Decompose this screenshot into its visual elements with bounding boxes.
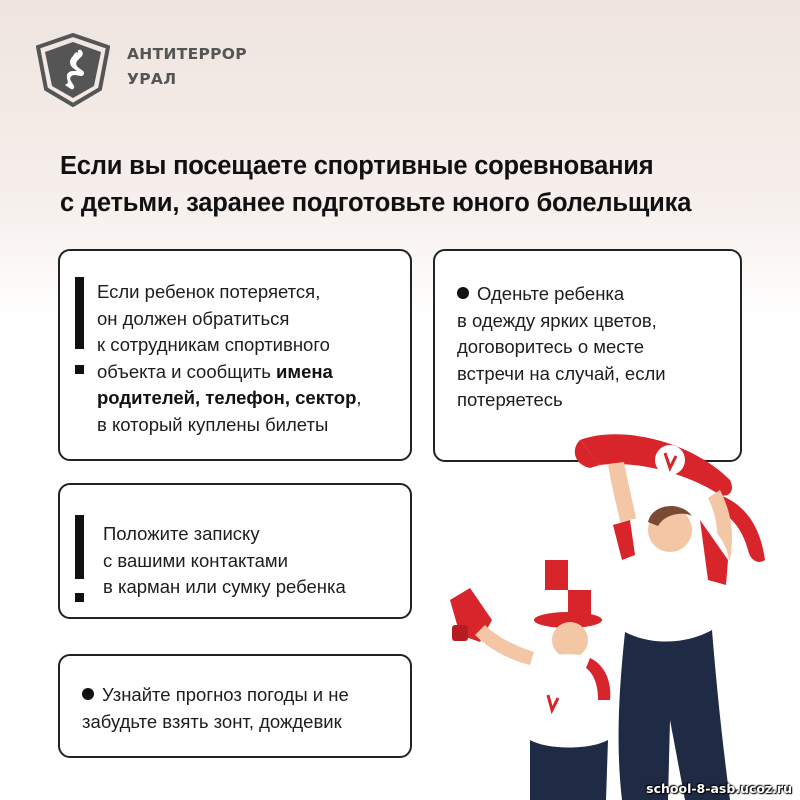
tip-text: Положите записку с вашими контактами в карман или сумку ребенка xyxy=(103,523,346,597)
tip-text: Узнайте прогноз погоды и не забудьте взять зонт, дождевик xyxy=(82,684,349,732)
brand-line-2: УРАЛ xyxy=(127,70,177,88)
antiterror-shield-logo xyxy=(36,33,110,107)
bullet-icon xyxy=(457,287,469,299)
bullet-icon xyxy=(82,688,94,700)
brand-line-1: АНТИТЕРРОР xyxy=(127,45,247,63)
exclamation-icon xyxy=(75,515,84,605)
tip-text: Если ребенок потеряется, он должен обратиться к сотрудникам спортивного объекта и сообщить имена родителей, телефон, сектор, в который куплены билеты xyxy=(97,281,362,435)
page-title xyxy=(60,148,780,222)
tip-card-weather xyxy=(58,654,412,758)
brand-name xyxy=(127,42,247,92)
exclamation-icon xyxy=(75,277,84,381)
tip-text: Оденьте ребенка в одежду ярких цветов, договоритесь о месте встречи на случай, если потеряетесь xyxy=(457,283,666,410)
watermark: school-8-asb.ucoz.ru xyxy=(646,781,792,796)
title-line-1: Если вы посещаете спортивные соревнования xyxy=(60,152,654,180)
title-line-2: с детьми, заранее подготовьте юного болельщика xyxy=(60,189,692,217)
fans-cheering-illustration xyxy=(430,420,800,800)
tip-card-contact-note xyxy=(58,483,412,619)
tip-card-lost-child xyxy=(58,249,412,461)
